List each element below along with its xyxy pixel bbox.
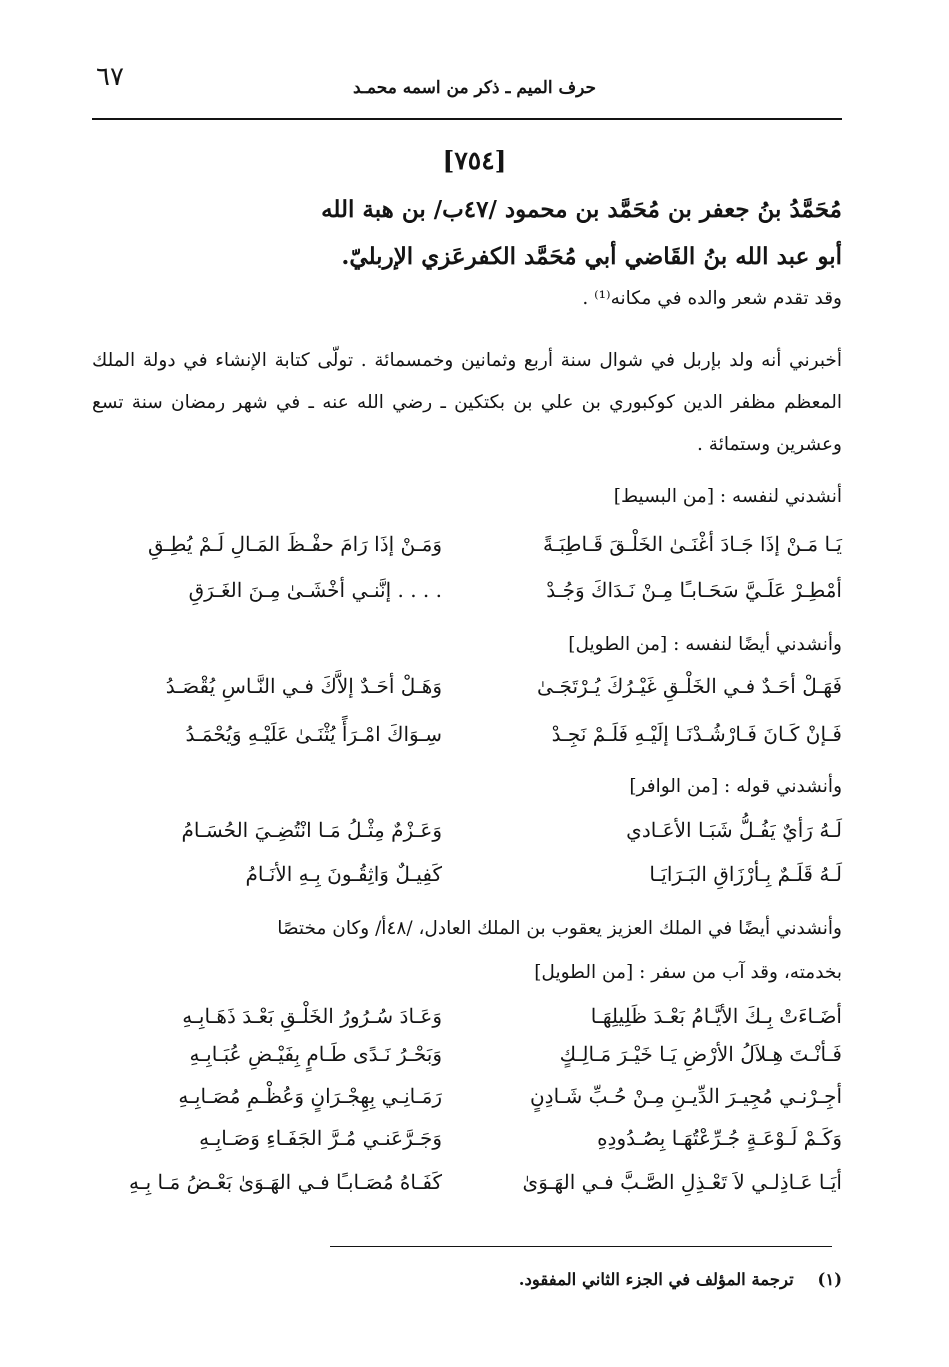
verse-line — [92, 674, 842, 714]
footnote — [519, 1270, 842, 1289]
verse-line — [92, 1042, 842, 1082]
verse-line — [92, 1126, 842, 1166]
verse-first-hemistich: فَهَـلْ أحَـدٌ فـي الخَلْـقِ غَيْـرُكَ يُـرْتَجَـىٰ — [537, 674, 842, 698]
poem-intro: وأنشدني أيضًا لنفسه : [من الطويل] — [568, 634, 842, 655]
verse-second-hemistich: كَفَـاهُ مُصَـابـًا فـي الهَـوَىٰ بَعْـضُ مَـا بِـهِ — [129, 1170, 442, 1194]
verse-first-hemistich: أمْطِـرْ عَلَـيَّ سَحَـابـًا مِـنْ نَـدَاكَ وَجُـدْ — [546, 578, 842, 602]
verse-first-hemistich: فَـأنْـتَ هِـلاَلُ الأرْضِ يَـا خَيْـرَ مَـالِـكٍ — [559, 1042, 842, 1066]
footnote-rule — [330, 1246, 832, 1247]
verse-second-hemistich: وَهَـلْ أحَـدٌ إلاَّكَ فـي النَّـاسِ يُقْصَـدُ — [165, 674, 442, 698]
poem-intro: أنشدني لنفسه : [من البسيط] — [613, 486, 842, 507]
verse-first-hemistich: أيَـا عَـاذِلـي لاَ تَعْـذِلِ الصَّـبَّ فـي الهَـوَىٰ — [522, 1170, 842, 1194]
verse-second-hemistich: رَمَـانِـي بِهِجْـرَانٍ وَعُظْـمِ مُصَـابِـهِ — [178, 1084, 442, 1108]
footnote-number: (١) — [817, 1270, 842, 1289]
verse-second-hemistich: وَبَحْـرُ نَـدًى طَـامٍ بِفَيْـضِ عُبَـابِـهِ — [189, 1042, 442, 1066]
verse-second-hemistich: وَعَـادَ سُـرُورُ الخَلْـقِ بَعْـدَ ذَهَـابِـهِ — [182, 1004, 442, 1028]
verse-line — [92, 1084, 842, 1124]
verse-first-hemistich: لَـهُ قَلَـمٌ بِـأرْزَاقِ البَـرَايَـا — [649, 862, 842, 886]
verse-second-hemistich: . . . . إنَّنـي أخْشَـىٰ مِـنَ الغَـرَقِ — [188, 578, 442, 602]
biography-paragraph: أخبرني أنه ولد بإربل في شوال سنة أربع وثمانين وخمسمائة . تولّى كتابة الإنشاء في دولة الملك المعظم مظفر الدين كوكبوري بن علي بن بكتكين ـ رضي الله عنه ـ في شهر رمضان سنة تسع وعشرين وستمائة . — [92, 350, 842, 455]
entry-number: [٧٥٤] — [442, 146, 507, 175]
poem-intro: وأنشدني قوله : [من الوافر] — [629, 776, 842, 797]
verse-first-hemistich: فَـإنْ كَـانَ فَـارْشُـدْنَـا إلَيْـهِ فَلَـمْ نَجِـدْ — [551, 722, 842, 746]
header-rule — [92, 118, 842, 120]
verse-first-hemistich: لَـهُ رَأيٌ يَفُـلُّ شَبَـا الأعَـادي — [626, 818, 842, 842]
running-header: حرف الميم ـ ذكر من اسمه محمـد — [353, 78, 596, 98]
verse-line — [92, 818, 842, 858]
footnote-text: ترجمة المؤلف في الجزء الثاني المفقود. — [518, 1270, 794, 1289]
verse-first-hemistich: وَكَـمْ لَـوْعَـةٍ جُـرِّعْتُهَـا بِصُـدُودِهِ — [597, 1126, 842, 1150]
verse-line — [92, 722, 842, 762]
entry-title-line-2: أبو عبد الله بنُ القَاضي أبي مُحَمَّد الكفرعَزي الإربليّ. — [341, 243, 842, 270]
verse-first-hemistich: يَـا مَـنْ إذَا جَـادَ أغْنَـىٰ الخَلْـقَ قَـاطِبَـةً — [542, 532, 842, 556]
verse-second-hemistich: وَمَـنْ إذَا رَامَ حفْـظَ المَـالِ لَـمْ يُطِـقِ — [147, 532, 442, 556]
verse-second-hemistich: وَعَـزْمٌ مِثْـلُ مَـا انْتُضِـيَ الحُسَـامُ — [181, 818, 442, 842]
verse-second-hemistich: كَفِيـلٌ وَاثِقُـونَ بِـهِ الأنَـامُ — [245, 862, 442, 886]
entry-note: وقد تقدم شعر والده في مكانه⁽¹⁾ . — [582, 288, 842, 309]
verse-second-hemistich: سِـوَاكَ امْـرَأً يُثْنَـىٰ عَلَيْـهِ وَيُحْمَـدُ — [185, 722, 442, 746]
verse-line — [92, 578, 842, 618]
verse-second-hemistich: وَجَـرَّعَنـي مُـرَّ الجَفَـاءِ وَصَـابِـهِ — [199, 1126, 442, 1150]
verse-line — [92, 1004, 842, 1044]
continuation-line-2: بخدمته، وقد آب من سفر : [من الطويل] — [534, 962, 842, 983]
continuation-line-1: وأنشدني أيضًا في الملك العزيز يعقوب بن الملك العادل، /٤٨أ/ وكان مختصًا — [277, 918, 842, 939]
entry-title — [92, 186, 842, 280]
verse-first-hemistich: أجِـرْنـي مُجِيـرَ الدِّيـنِ مِـنْ حُـبِّ شَـادِنٍ — [529, 1084, 842, 1108]
verse-line — [92, 532, 842, 572]
page-number: ٦٧ — [96, 62, 124, 92]
verse-line — [92, 1170, 842, 1210]
verse-line — [92, 862, 842, 902]
entry-title-line-1: مُحَمَّدُ بنُ جعفر بن مُحَمَّد بن محمود /٤٧ب/ بن هبة الله — [321, 196, 842, 223]
verse-first-hemistich: أضَـاءَتْ بِـكَ الأيَّـامُ بَعْـدَ ظَلِيلِهَـا — [590, 1004, 842, 1028]
